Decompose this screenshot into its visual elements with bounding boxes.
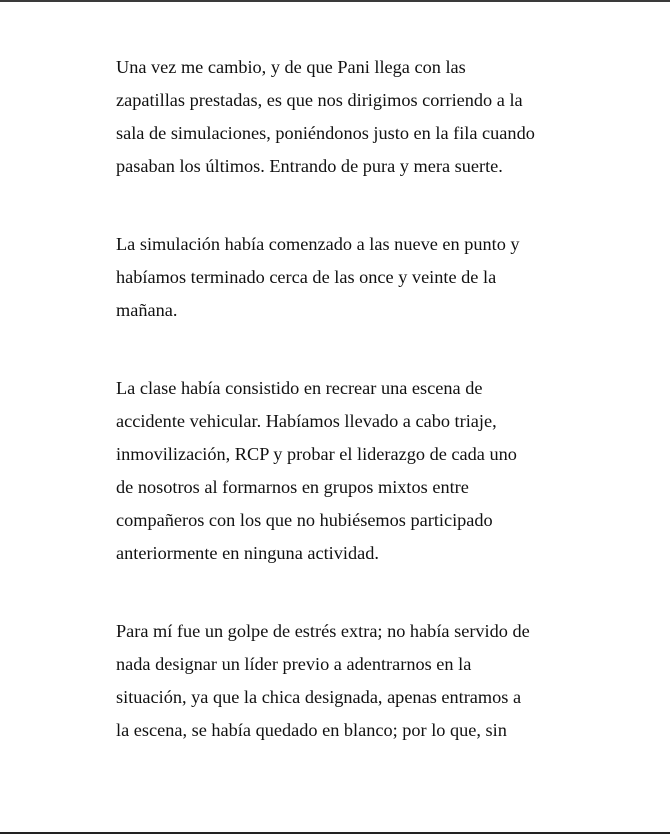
paragraph-4 xyxy=(116,615,576,747)
document-page xyxy=(116,51,576,747)
top-edge-bar xyxy=(0,0,670,2)
text-line: de nosotros al formarnos en grupos mixtos entre xyxy=(116,477,469,497)
text-line: zapatillas prestadas, es que nos dirigimos corriendo a la xyxy=(116,90,523,110)
text-line: mañana. xyxy=(116,300,178,320)
text-line: inmovilización, RCP y probar el liderazgo de cada uno xyxy=(116,444,517,464)
paragraph-3 xyxy=(116,372,576,570)
text-line: anteriormente en ninguna actividad. xyxy=(116,543,379,563)
text-line: la escena, se había quedado en blanco; por lo que, sin xyxy=(116,720,507,740)
text-line: Una vez me cambio, y de que Pani llega con las xyxy=(116,57,466,77)
text-line: La clase había consistido en recrear una escena de xyxy=(116,378,483,398)
text-line: situación, ya que la chica designada, apenas entramos a xyxy=(116,687,522,707)
text-line: habíamos terminado cerca de las once y veinte de la xyxy=(116,267,497,287)
text-line: La simulación había comenzado a las nueve en punto y xyxy=(116,234,520,254)
text-line: compañeros con los que no hubiésemos participado xyxy=(116,510,493,530)
paragraph-1 xyxy=(116,51,576,183)
text-line: accidente vehicular. Habíamos llevado a cabo triaje, xyxy=(116,411,497,431)
text-line: Para mí fue un golpe de estrés extra; no había servido de xyxy=(116,621,530,641)
text-line: nada designar un líder previo a adentrarnos en la xyxy=(116,654,472,674)
text-line: sala de simulaciones, poniéndonos justo en la fila cuando xyxy=(116,123,535,143)
text-line: pasaban los últimos. Entrando de pura y mera suerte. xyxy=(116,156,503,176)
paragraph-2 xyxy=(116,228,576,327)
